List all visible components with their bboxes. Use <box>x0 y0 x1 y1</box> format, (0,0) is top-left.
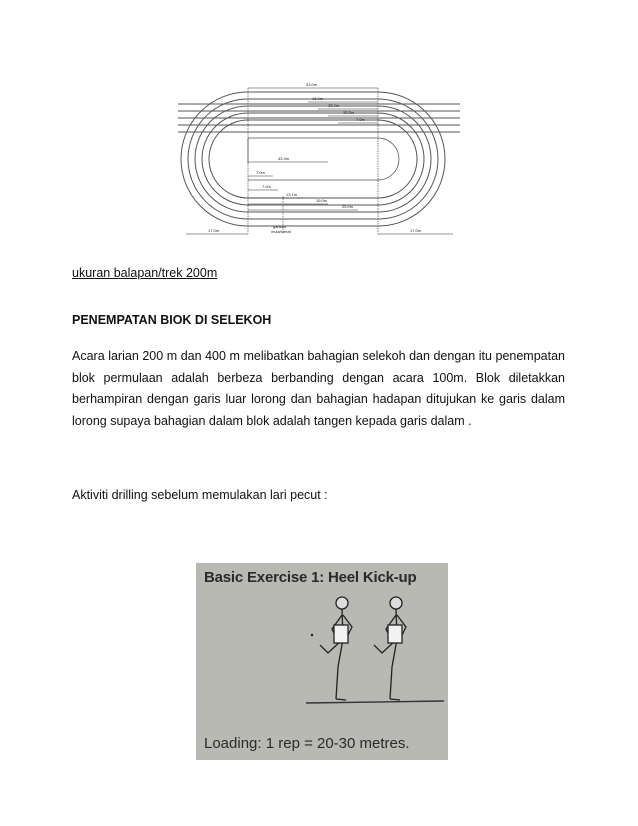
body-paragraph: Acara larian 200 m dan 400 m melibatkan bahagian selekoh dan dengan itu penempatan blok permulaan adalah berbeza berbanding dengan acara 100m. Blok diletakkan berhampiran dengan garis luar lorong dan bahagian hadapan ditujukan ke garis dalam lorong supaya bahagian dalam blok adalah tangen kepada garis dalam . <box>72 349 565 428</box>
label-7m-a: 7.0m <box>256 170 265 175</box>
label-13-4m: 13.4m <box>328 103 340 108</box>
section-heading: PENEMPATAN BIOK DI SELEKOH <box>72 313 272 327</box>
exercise-title: Basic Exercise 1: Heel Kick-up <box>204 569 417 586</box>
label-17m-right: 17.0m <box>410 228 422 233</box>
label-43-3m: 43.3m <box>278 156 290 161</box>
label-finish-line: garisan <box>273 224 287 229</box>
track-diagram <box>178 78 460 246</box>
label-25m: 25.0m <box>342 204 354 209</box>
label-19m: 19.0m <box>316 198 328 203</box>
exercise-photo <box>196 563 448 760</box>
label-13-1m: 13.1m <box>286 192 298 197</box>
label-17m-left: 17.0m <box>208 228 220 233</box>
label-16m: 16.0m <box>312 96 324 101</box>
track-caption: ukuran balapan/trek 200m <box>72 266 218 280</box>
label-33m: 33.0m <box>306 82 318 87</box>
exercise-loading: Loading: 1 rep = 20-30 metres. <box>204 735 410 752</box>
label-7m: 7.0m <box>356 117 365 122</box>
activity-text: Aktiviti drilling sebelum memulakan lari pecut : <box>72 488 328 502</box>
label-finish-line-2: mula/tamat <box>271 229 291 234</box>
label-7m-b: 7.0m <box>262 184 271 189</box>
label-10-2m: 10.2m <box>343 110 355 115</box>
